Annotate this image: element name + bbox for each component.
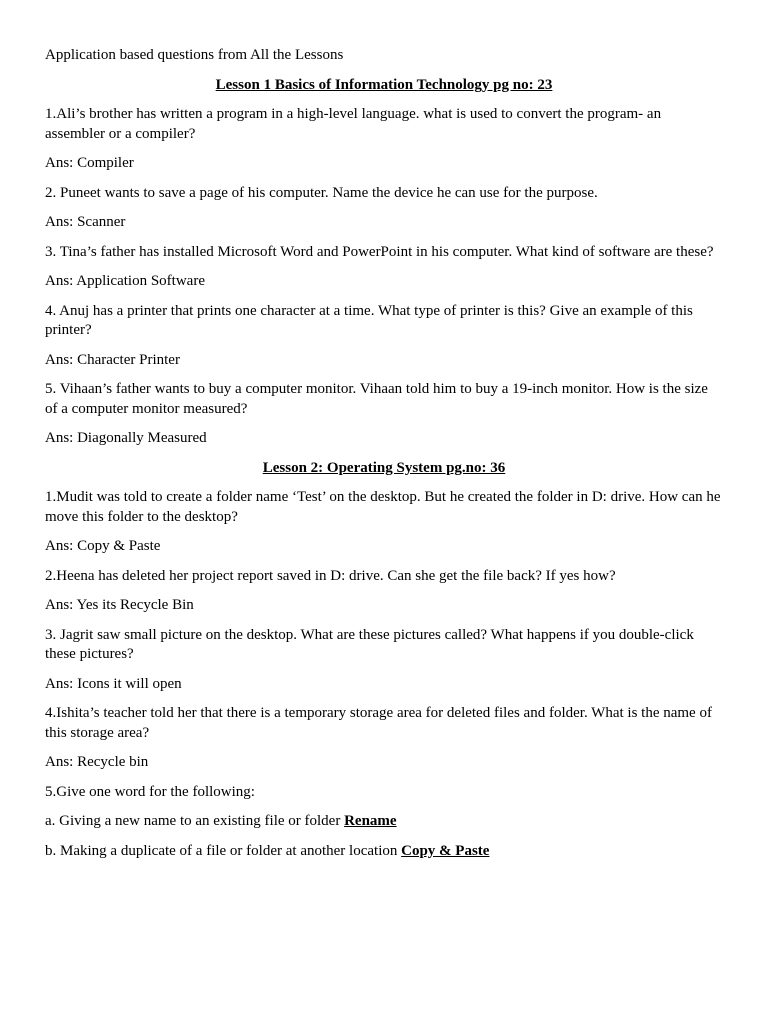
lesson-1-question-4: 4. Anuj has a printer that prints one character at a time. What type of printer is this? Give an example of this printer? [45,302,693,338]
lesson-1-answer-5: Ans: Diagonally Measured [45,430,207,446]
lesson-2-answer-1: Ans: Copy & Paste [45,538,161,554]
lesson-2-answer-4: Ans: Recycle bin [45,754,149,770]
lesson-2-answer-2: Ans: Yes its Recycle Bin [45,597,194,613]
lesson-1-answer-3: Ans: Application Software [45,273,205,289]
lesson-2-section [45,459,723,862]
lesson-1-section [45,76,723,449]
lesson-2-title: Lesson 2: Operating System pg.no: 36 [262,459,506,476]
lesson-1-answer-2: Ans: Scanner [45,214,126,230]
document-intro: Application based questions from All the Lessons [45,47,344,63]
lesson-1-question-1: 1.Ali’s brother has written a program in a high-level language. what is used to convert the program- an assembler or a compiler? [45,106,662,142]
one-word-item-a-text: a. Giving a new name to an existing file or folder [45,813,345,829]
one-word-item-a-answer: Rename [344,813,397,829]
document-page [45,46,723,871]
lesson-1-question-2: 2. Puneet wants to save a page of his computer. Name the device he can use for the purpose. [45,184,598,201]
lesson-1-title: Lesson 1 Basics of Information Technology pg no: 23 [215,76,553,93]
lesson-2-question-1: 1.Mudit was told to create a folder name ‘Test’ on the desktop. But he created the folder in D: drive. How can he move this folder to the desktop? [45,489,721,525]
one-word-item-b-text: b. Making a duplicate of a file or folder at another location [45,842,402,859]
lesson-2-question-4: 4.Ishita’s teacher told her that there is a temporary storage area for deleted files and folder. What is the name of this storage area? [45,705,712,741]
lesson-2-question-3: 3. Jagrit saw small picture on the desktop. What are these pictures called? What happens if you double-click these pictures? [45,626,694,662]
one-word-heading: 5.Give one word for the following: [45,783,255,800]
one-word-item-a [45,812,723,832]
lesson-2-question-2: 2.Heena has deleted her project report saved in D: drive. Can she get the file back? If yes how? [45,567,616,584]
one-word-item-b [45,842,723,862]
one-word-item-b-answer: Copy & Paste [401,842,490,859]
lesson-1-answer-4: Ans: Character Printer [45,351,180,368]
lesson-1-question-3: 3. Tina’s father has installed Microsoft Word and PowerPoint in his computer. What kind of software are these? [45,243,714,260]
lesson-1-answer-1: Ans: Compiler [45,155,134,171]
lesson-2-answer-3: Ans: Icons it will open [45,675,182,692]
lesson-1-question-5: 5. Vihaan’s father wants to buy a computer monitor. Vihaan told him to buy a 19-inch monitor. How is the size of a computer monitor measured? [45,381,708,417]
